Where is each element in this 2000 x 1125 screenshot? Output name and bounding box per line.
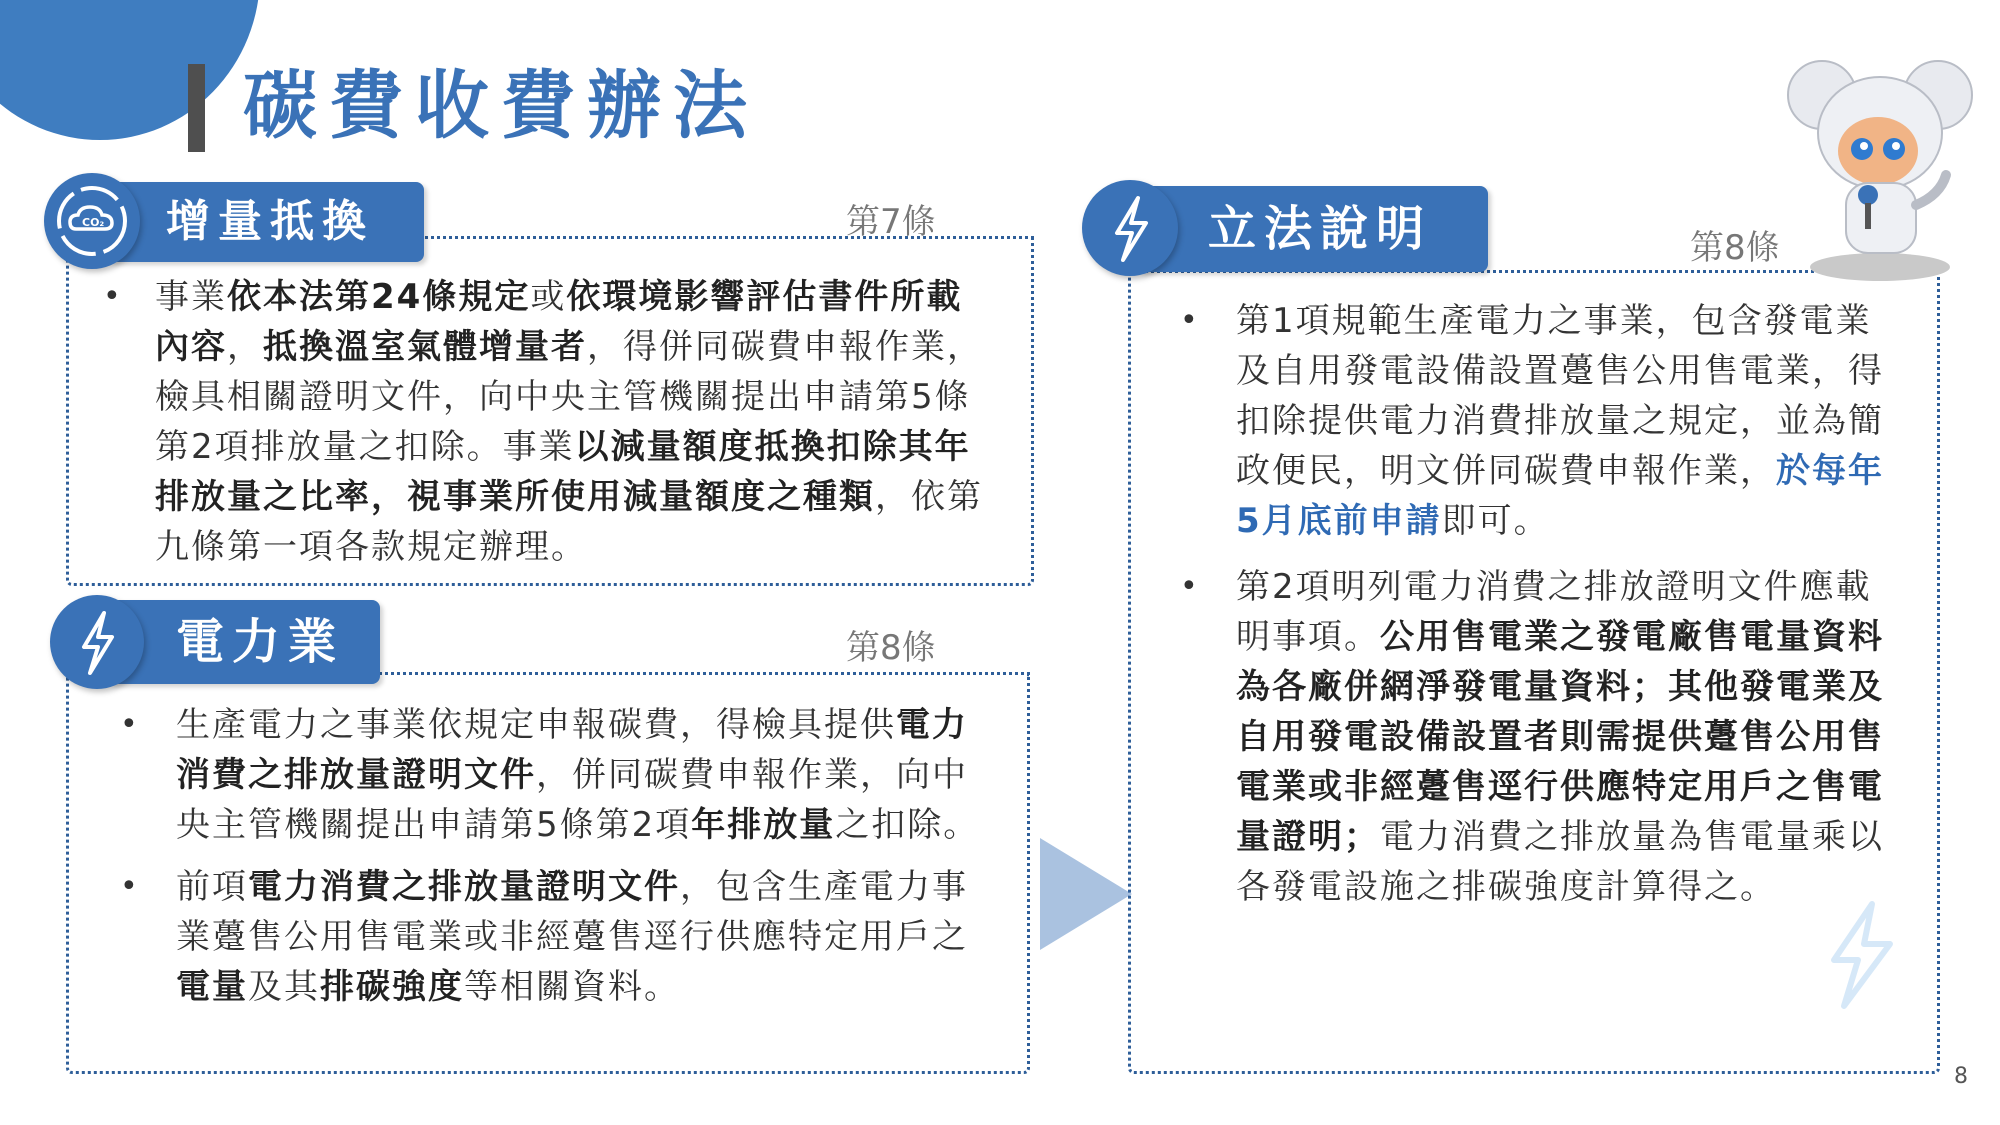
- legislation-text-run: 第2項明列電力消費之排放證明文件應載明事項。: [1236, 567, 1872, 657]
- legislation-article-number: 第8條: [1690, 228, 1780, 268]
- mascot-image: [1780, 55, 1980, 295]
- title-accent-bar: [188, 64, 205, 152]
- power-text-run: 年排放量: [691, 805, 836, 845]
- lightning-icon: [50, 595, 144, 689]
- power-article-number: 第8條: [846, 628, 936, 668]
- corner-decoration: [0, 0, 260, 140]
- page-number: 8: [1954, 1064, 1968, 1089]
- legislation-bullet-text-1: [1236, 296, 1900, 546]
- legislation-section-title: 立法說明: [1208, 201, 1433, 257]
- offset-text-run: 依本法第24條規定: [227, 277, 531, 317]
- legislation-text-run: 電力消費之排放量為售電量乘以各發電設施之排碳強度計算得之。: [1236, 817, 1884, 907]
- legislation-text-run: 即可。: [1441, 501, 1550, 541]
- power-section-header: [110, 600, 380, 684]
- bullet-marker: •: [1180, 303, 1198, 338]
- offset-text-run: ，: [227, 327, 263, 367]
- legislation-text-run: 第1項規範生產電力之事業，包含發電業及自用發電設備設置躉售公用售電業，得扣除提供電力消費排放量之規定，並為簡政便民，明文併同碳費申報作業，: [1236, 301, 1884, 491]
- offset-section-icon-circle: [44, 173, 140, 269]
- power-section-body: [120, 700, 1000, 1012]
- offset-text-run: ，得併同碳費申報作業，檢具相關證明文件，向中央主管機關提出申請第5條第2項排放量之扣除。事業: [155, 327, 983, 467]
- power-text-run: 電力消費之排放量證明文件: [176, 705, 968, 795]
- power-text-run: ，包含生產電力事業躉售公用售電業或非經躉售逕行供應特定用戶之: [176, 867, 968, 957]
- power-text-run: 電量: [176, 967, 248, 1007]
- power-text-run: 等相關資料。: [464, 967, 680, 1007]
- offset-text-run: 以減量額度抵換扣除其年排放量之比率，視事業所使用減量額度之種類: [155, 427, 971, 517]
- legislation-bullet-1: [1180, 296, 1900, 546]
- power-text-run: 前項: [176, 867, 248, 907]
- power-bullet-1: [120, 700, 1000, 850]
- bullet-marker: •: [120, 707, 138, 742]
- legislation-bullet-text-2: [1236, 562, 1900, 912]
- offset-text-run: 依環境影響評估書件所載內容: [155, 277, 963, 367]
- bullet-marker: •: [120, 869, 138, 904]
- power-section-icon-circle: [50, 595, 144, 689]
- power-section-title: 電力業: [176, 614, 345, 670]
- power-bullet-text-2: [176, 862, 998, 1012]
- next-arrow-icon: [1040, 838, 1132, 950]
- power-text-run: 排碳強度: [320, 967, 464, 1007]
- page-title: 碳費收費辦法: [243, 63, 759, 149]
- power-bullet-2: [120, 862, 1000, 1012]
- power-text-run: 之扣除。: [835, 805, 980, 845]
- legislation-text-run: 於每年5月底前申請: [1236, 451, 1884, 541]
- offset-paragraph: [155, 272, 991, 572]
- power-bullet-text-1: [176, 700, 998, 850]
- legislation-section-body: [1180, 296, 1900, 912]
- svg-text:CO₂: CO₂: [82, 216, 105, 229]
- lightning-icon: [1082, 180, 1178, 276]
- power-text-run: 電力消費之排放量證明文件: [248, 867, 680, 907]
- bullet-marker: •: [103, 279, 121, 314]
- offset-section-title: 增量抵換: [166, 196, 374, 247]
- offset-article-number: 第7條: [846, 202, 936, 242]
- offset-text-run: 抵換溫室氣體增量者: [263, 327, 587, 367]
- offset-text-run: 或: [530, 277, 567, 317]
- legislation-section-icon-circle: [1082, 180, 1178, 276]
- offset-section-header: [110, 182, 424, 262]
- background-lightning-icon: [1820, 900, 1900, 1010]
- legislation-bullet-2: [1180, 562, 1900, 912]
- co2-cycle-icon: [44, 173, 140, 269]
- offset-text-run: 事業: [155, 277, 227, 317]
- power-text-run: 生產電力之事業依規定申報碳費，得檢具提供: [176, 705, 896, 745]
- offset-text-run: ，依第九條第一項各款規定辦理。: [155, 477, 983, 567]
- legislation-text-run: 公用售電業之發電廠售電量資料為各廠併網淨發電量資料；其他發電業及自用發電設備設置者則需提供躉售公用售電業或非經躉售逕行供應特定用戶之售電量證明；: [1236, 617, 1884, 857]
- bullet-marker: •: [1180, 569, 1198, 604]
- power-text-run: 及其: [248, 967, 320, 1007]
- legislation-section-header: [1140, 186, 1488, 272]
- power-text-run: ，併同碳費申報作業，向中央主管機關提出申請第5條第2項: [176, 755, 968, 845]
- offset-section-body: [103, 272, 993, 572]
